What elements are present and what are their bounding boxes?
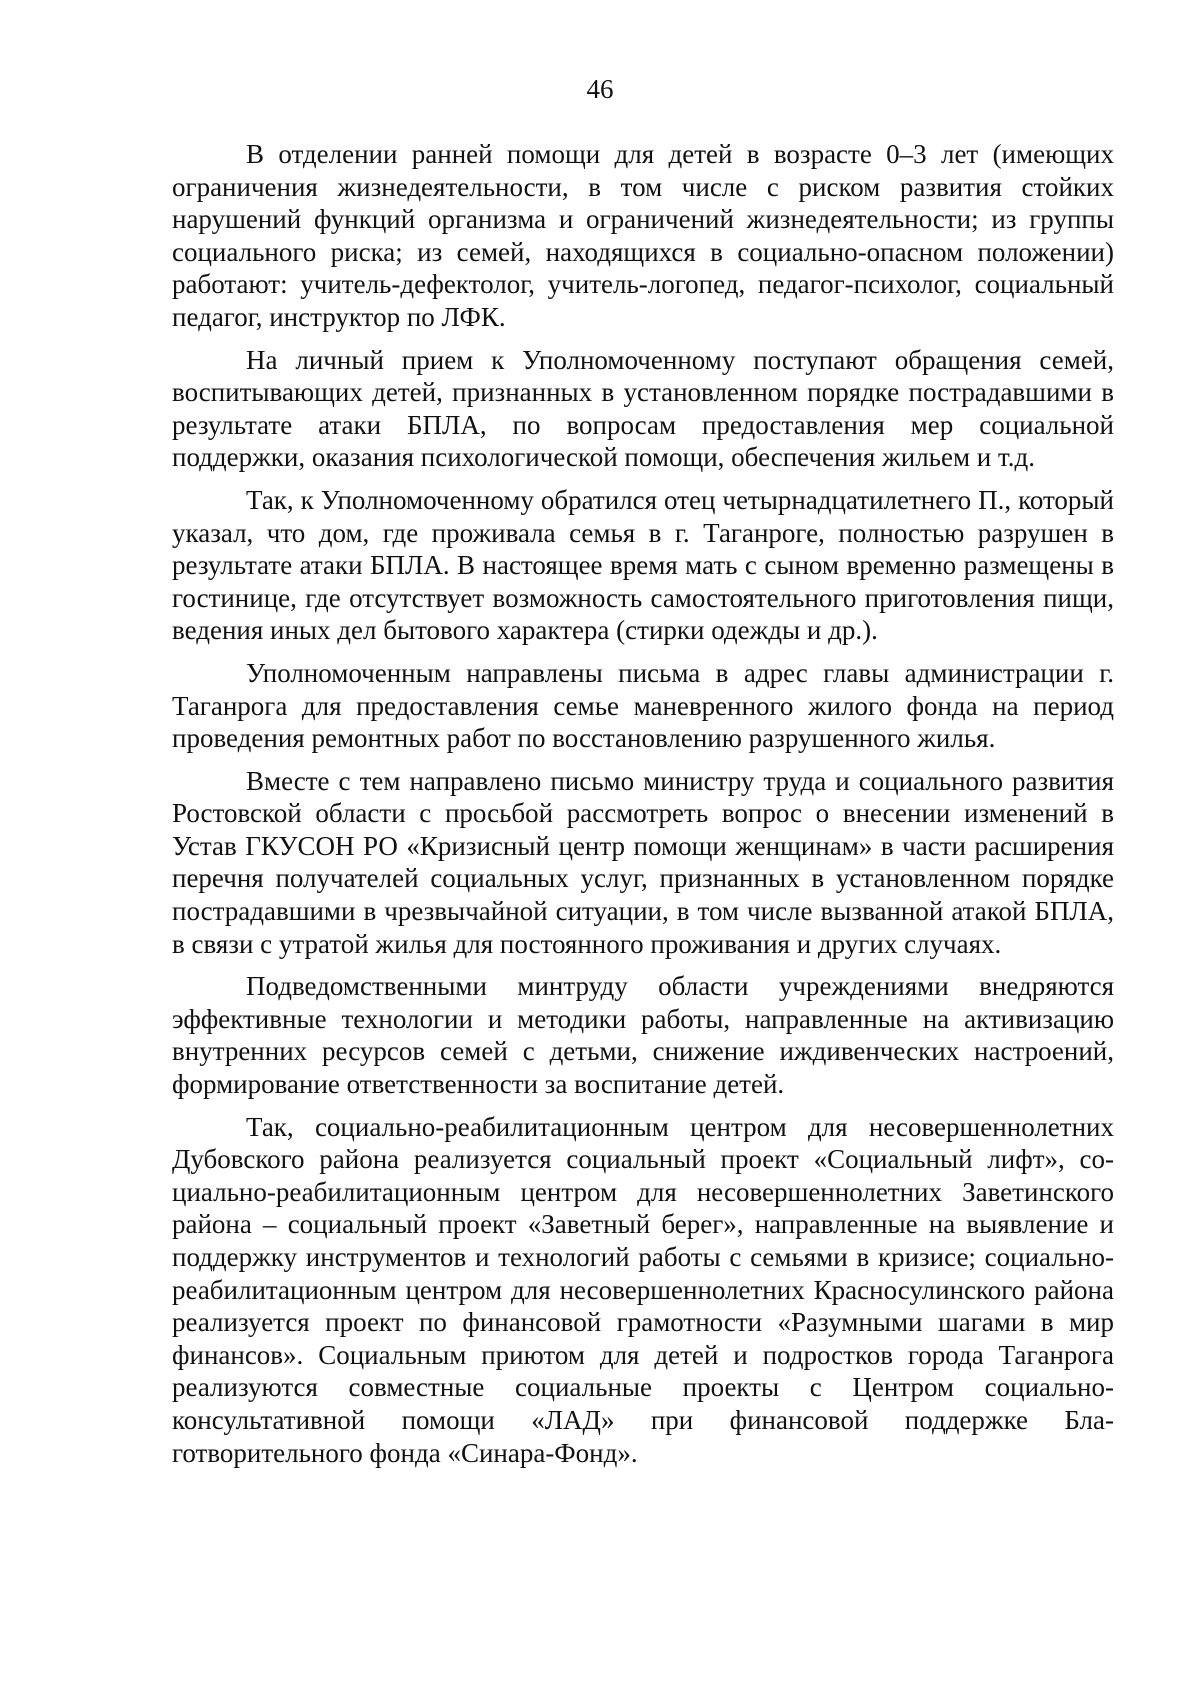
paragraph-technologies: Подведомственными минтруду области учреждениями внедряются эффективные технологии и методики работы, направленные на активизацию внутренних ресурсов семей с детьми, снижение иждивенческих настроений, формирование ответственности за воспитание детей. (172, 971, 1114, 1100)
paragraph-social-projects: Так, социально-реабилитационным центром для несовершеннолетних Дубовского района реализуется социальный проект «Социальный лифт», социально-реабилитационным центром для несовершеннолетних Заветинского района – социальный проект «Заветный берег», направленные на выявление и поддержку инструментов и технологий работы с семьями в кризисе; социально-реабилитационным центром для несовершеннолетних Красносулинского района реализуется проект по финансовой грамотности «Разумными шагами в мир финансов». Социальным приютом для детей и подростков города Таганрога реализуются совместные социальные проекты с Центром социально-консультативной помощи «ЛАД» при финансовой поддержке Благотворительного фонда «Синара-Фонд». (172, 1111, 1114, 1468)
document-body (172, 138, 1114, 1479)
paragraph-personal-reception: На личный прием к Уполномоченному поступают обращения семей, воспитывающих детей, признанных в установленном порядке пострадавшими в результате атаки БПЛА, по вопросам предоставления мер социальной поддержки, оказания психологической помощи, обеспечения жильем и т.д. (172, 344, 1114, 473)
paragraph-letters-taganrog: Уполномоченным направлены письма в адрес главы администрации г. Таганрога для предоставления семье маневренного жилого фонда на период проведения ремонтных работ по восстановлению разрушенного жилья. (172, 657, 1114, 754)
paragraph-early-help-department: В отделении ранней помощи для детей в возрасте 0–3 лет (имеющих ограничения жизнедеятельности, в том числе с риском развития стойких нарушений функций организма и ограничений жизнедеятельности; из группы социального риска; из семей, находящихся в социально-опасном положении) работают: учитель-дефектолог, учитель-логопед, педагог-психолог, социальный педагог, инструктор по ЛФК. (172, 139, 1114, 332)
paragraph-father-appeal: Так, к Уполномоченному обратился отец четырнадцатилетнего П., который указал, что дом, где проживала семья в г. Таганроге, полностью разрушен в результате атаки БПЛА. В настоящее время мать с сыном временно размещены в гостинице, где отсутствует возможность самостоятельного приготовления пищи, ведения иных дел бытового характера (стирки одежды и др.). (172, 484, 1114, 646)
page-number: 46 (586, 74, 614, 104)
paragraph-letter-ministry: Вместе с тем направлено письмо министру труда и социального развития Ростовской области с просьбой рассмотреть вопрос о внесении изменений в Устав ГКУСОН РО «Кризисный центр помощи женщинам» в части расширения перечня получателей социальных услуг, признанных в установленном порядке пострадавшими в чрезвычайной ситуации, в том числе вызванной атакой БПЛА, в связи с утратой жилья для постоянного проживания и других случаях. (172, 765, 1114, 959)
